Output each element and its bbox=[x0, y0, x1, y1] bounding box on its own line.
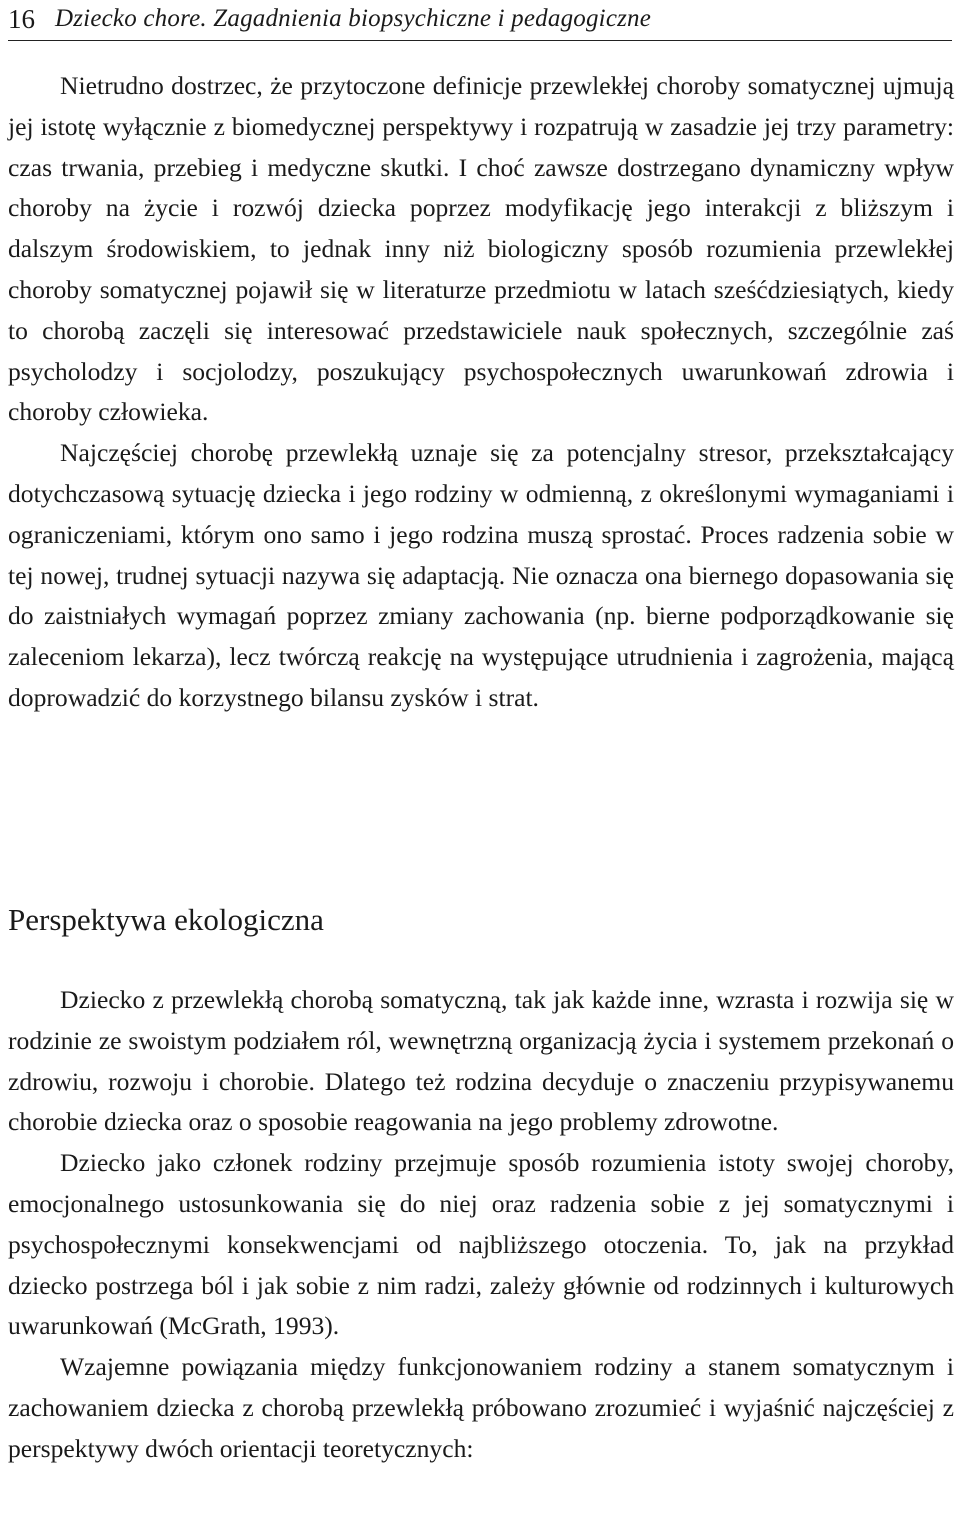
section-body-ecological bbox=[8, 980, 954, 1470]
paragraph: Dziecko z przewlekłą chorobą somatyczną, tak jak każde inne, wzrasta i rozwija się w rodzinie ze swoistym podziałem ról, wewnętrzną organizacją życia i systemem przekonań o zdrowiu, rozwoju i chorobie. Dlatego też rodzina decyduje o znaczeniu przypisywanemu chorobie dziecka oraz o sposobie reagowania na jego problemy zdrowotne. bbox=[8, 985, 954, 1137]
paragraph: Wzajemne powiązania między funkcjonowaniem rodziny a stanem somatycznym i zachowaniem dziecka z chorobą przewlekłą próbowano zrozumieć i wyjaśnić najczęściej z perspektywy dwóch orientacji teoretycznych: bbox=[8, 1352, 954, 1463]
page-number: 16 bbox=[8, 4, 35, 34]
paragraph: Nietrudno dostrzec, że przytoczone definicje przewlekłej choroby somatycznej ujmują jej istotę wyłącznie z biomedycznej perspektywy i rozpatrują w zasadzie jej trzy parametry: czas trwania, przebieg i medyczne skutki. I choć zawsze dostrzegano dynamiczny wpływ choroby na życie i rozwój dziecka poprzez modyfikację jego interakcji z bliższym i dalszym środowiskiem, to jednak inny niż biologiczny sposób rozumienia przewlekłej choroby somatycznej pojawił się w literaturze przedmiotu w latach sześćdziesiątych, kiedy to chorobą zaczęli się interesować przedstawiciele nauk społecznych, szczególnie zaś psycholodzy i socjolodzy, poszukujący psychospołecznych uwarunkowań zdrowia i choroby człowieka. bbox=[8, 71, 954, 427]
running-head-title: Dziecko chore. Zagadnienia biopsychiczne i pedagogiczne bbox=[55, 5, 652, 32]
paragraph: Dziecko jako członek rodziny przejmuje sposób rozumienia istoty swojej choroby, emocjonalnego ustosunkowania się do niej oraz radzenia sobie z jej somatycznymi i psychospołecznymi konsekwencjami od najbliższego otoczenia. To, jak na przykład dziecko postrzega ból i jak sobie z nim radzi, zależy głównie od rodzinnych i kulturowych uwarunkowań (McGrath, 1993). bbox=[8, 1148, 954, 1341]
section-heading: Perspektywa ekologiczna bbox=[8, 902, 324, 937]
running-header bbox=[8, 4, 952, 41]
section-body-intro bbox=[8, 66, 954, 719]
paragraph: Najczęściej chorobę przewlekłą uznaje się za potencjalny stresor, przekształcający dotychczasową sytuację dziecka i jego rodziny w odmienną, z określonymi wymaganiami i ograniczeniami, którym ono samo i jego rodzina muszą sprostać. Proces radzenia sobie w tej nowej, trudnej sytuacji nazywa się adaptacją. Nie oznacza ona biernego dopasowania się do zaistniałych wymagań poprzez zmiany zachowania (np. bierne podporządkowanie się zaleceniom lekarza), lecz twórczą reakcję na występujące utrudnienia i zagrożenia, mającą doprowadzić do korzystnego bilansu zysków i strat. bbox=[8, 438, 954, 712]
